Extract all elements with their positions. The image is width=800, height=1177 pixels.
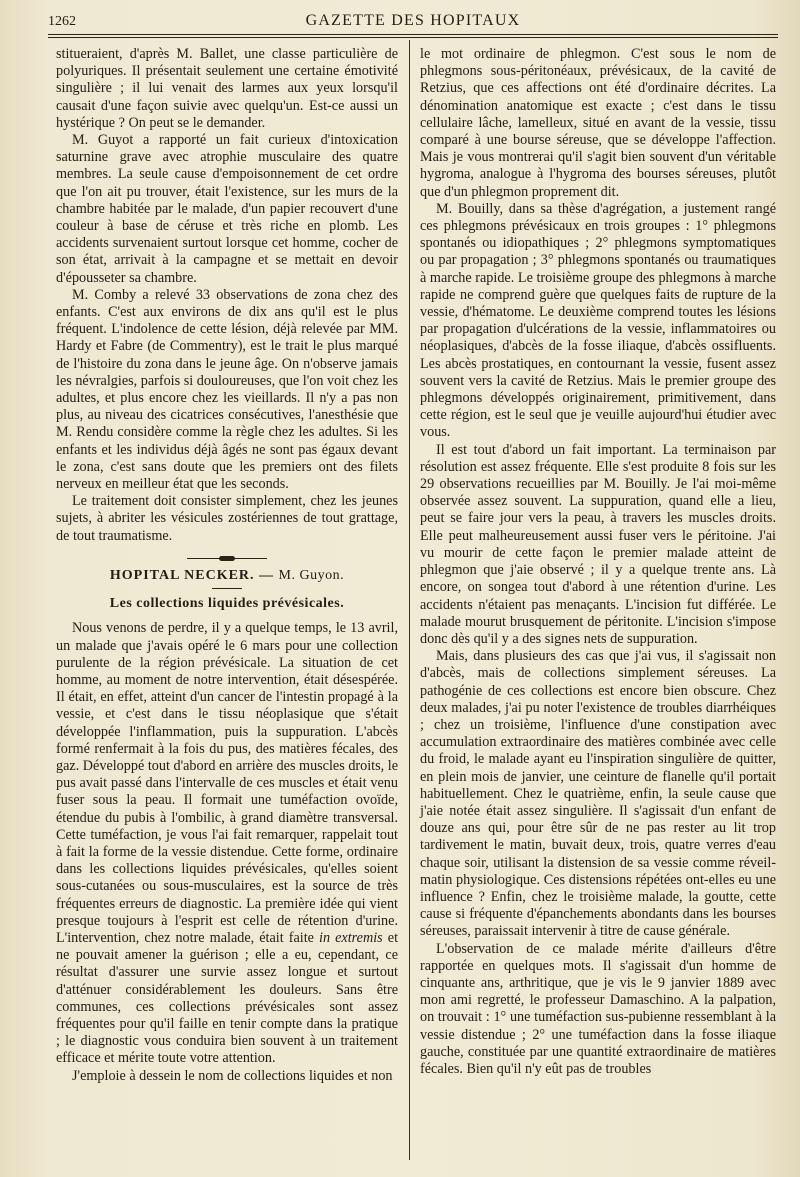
- running-title: GAZETTE DES HOPITAUX: [305, 12, 521, 29]
- paragraph: M. Bouilly, dans sa thèse d'agrégation, a justement rangé ces phlegmons prévésicaux en trois groupes : 1° phlegmons spontanés ou idiopathiques ; 2° phlegmons symptomatiques ou par propagation ; 3° phlegmons spontanés ou traumatiques à marche rapide. Le troisième groupe des phlegmons à marche rapide ne comprend guère que quelques faits de rupture de la vessie, d'hématome. Le deuxième comprend toutes les lésions par propagation d'ulcérations de la vessie, inflammatoires ou néoplasiques, d'abcès de la fosse iliaque, d'abcès ossifluents. Les abcès prostatiques, en contournant la vessie, fusent assez souvent vers la cavité de Retzius. Mais le premier groupe des phlegmons développés originairement, primitivement, dans cette région, est le seul que je veuille aujourd'hui étudier avec vous.: [420, 200, 776, 441]
- hospital-name: HOPITAL NECKER. —: [109, 567, 275, 583]
- author-name: M. Guyon.: [278, 567, 345, 583]
- left-column: [56, 46, 398, 1085]
- paragraph: [56, 620, 398, 1067]
- page-header: [48, 8, 778, 34]
- paragraph: L'observation de ce malade mérite d'ailleurs d'être rapportée en quelques mots. Il s'agissait d'un homme de cinquante ans, arthritique, que je vis le 9 janvier 1889 avec mon ami regretté, le professeur Damaschino. A la palpation, on trouvait : 1° une tuméfaction sus-pubienne ressemblant à la vessie distendue ; 2° une tuméfaction dans la fosse iliaque gauche, constituée par une quantité extraordinaire de matières fécales. Bien qu'il n'y eût pas de troubles: [420, 940, 776, 1077]
- header-rule: [48, 34, 778, 38]
- paragraph: le mot ordinaire de phlegmon. C'est sous le nom de phlegmons sous-péritonéaux, prévésicaux, de la cavité de Retzius, que ces affections ont été d'ordinaire décrites. La dénomination anatomique est exacte ; c'est dans le tissu cellulaire lâche, lamelleux, situé en avant de la vessie, tissu comparé à une bourse séreuse, que se développe l'affection. Mais je vous montrerai qu'il s'agit bien souvent d'un véritable hygroma, analogue à l'hygroma des bourses séreuses, plutôt que d'un phlegmon proprement dit.: [420, 46, 776, 200]
- column-divider: [409, 40, 410, 1160]
- text-run: et ne pouvait amener la guérison ; elle a eu, cependant, ce résultat d'assurer une survie assez longue et surtout d'atténuer considérablement les douleurs. Sans être communes, ces collections prévésicales sont assez fréquentes pour qu'il faille en tenir compte dans la pratique ; le diagnostic vous conduira bien souvent à un traitement efficace et mérite toute votre attention.: [56, 929, 399, 1067]
- article-subheading: Les collections liquides prévésicales.: [109, 596, 345, 612]
- section-heading: [56, 567, 398, 584]
- section-separator: [187, 557, 267, 561]
- paragraph: M. Comby a relevé 33 observations de zona chez des enfants. C'est aux environs de dix ans qu'il est le plus fréquent. L'indolence de cette lésion, déjà relevée par MM. Hardy et Fabre (de Commentry), est le trait le plus marqué de l'histoire du zona dans le jeune âge. On n'observe jamais les névralgies, parfois si douloureuses, que l'on voit chez les adultes, et plus encore chez les vieillards. Il n'y a pas non plus, au niveau des cicatrices consécutives, l'anesthésie que M. Rendu considère comme la règle chez les adultes. Si les enfants et les individus déjà âgés ne sont pas égaux devant le zona, c'est sans doute que les premiers ont des filets nerveux en meilleur état que les seconds.: [56, 286, 398, 493]
- paragraph: M. Guyot a rapporté un fait curieux d'intoxication saturnine grave avec atrophie musculaire des quatre membres. La seule cause d'empoisonnement de cet ordre que l'on ait pu trouver, était l'existence, sur les murs de la chambre habitée par le malade, d'un papier recouvert d'une couleur à base de céruse et très riche en plomb. Les accidents survenaient surtout lorsque cet homme, cocher de son état, arrivait à la campagne et se mettait en devoir d'épousseter sa chambre.: [56, 132, 398, 286]
- heading-rule: [212, 588, 242, 589]
- italic-phrase: in extremis: [319, 929, 383, 946]
- paragraph: Mais, dans plusieurs des cas que j'ai vus, il s'agissait non d'abcès, mais de collections simplement séreuses. La pathogénie de ces collections est encore bien obscure. Chez deux malades, j'ai pu noter l'existence de troubles diarrhéiques ; chez un troisième, l'influence d'une constipation avec accumulation extraordinaire des matières combinée avec celle du froid, le malade ayant eu l'inspiration singulière de quitter, en plein mois de janvier, une ceinture de flanelle qu'il portait habituellement. Chez le quatrième, enfin, la seule cause que j'aie notée était assez singulière. Il s'agissait d'un enfant de douze ans qui, pour être sûr de ne pas rester au lit trop tardivement le matin, buvait deux, trois, quatre verres d'eau chaque soir, utilisant la distension de sa vessie comme réveil-matin physiologique. Ces distensions répétées ont-elles eu une influence ? Enfin, chez le troisième malade, la goutte, cette cause si fréquente d'épanchements abondants dans les bourses séreuses, paraissait intervenir à titre de cause générale.: [420, 648, 776, 940]
- right-column: [420, 46, 776, 1078]
- text-run: Nous venons de perdre, il y a quelque temps, le 13 avril, un malade que j'avais opéré le 6 mars pour une collection purulente de la région prévésicale. La situation de cet homme, au moment de notre intervention, était désespérée. Il était, en effet, atteint d'un cancer de l'intestin propagé à la vessie, et c'est dans le tissu néoplasique que s'était développée l'inflammation, puis la suppuration. L'abcès formé renfermait à la fois du pus, des matières fécales, des gaz. Développé tout d'abord en arrière des muscles droits, le pus avait passé dans l'intervalle de ces muscles et était venu fuser sous la peau. Il formait une tuméfaction ovoïde, étendue du pubis à l'ombilic, à grand diamètre transversal. Cette tuméfaction, je vous l'ai fait remarquer, rappelait tout à fait la forme de la vessie distendue. Cette forme, ordinaire dans les collections liquides prévésicales, qu'elles soient sous-cutanées ou sous-musculaires, est la source de très fréquentes erreurs de diagnostic. La première idée qui vient presque toujours à l'esprit est celle de rétention d'urine. L'intervention, chez notre malade, était faite: [56, 620, 398, 946]
- paragraph: Le traitement doit consister simplement, chez les jeunes sujets, à abriter les vésicules zostériennes de tout grattage, de tout traumatisme.: [56, 493, 398, 544]
- paragraph: stitueraient, d'après M. Ballet, une classe particulière de polyuriques. Il présentait seulement une certaine émotivité singulière ; il lui venait des larmes aux yeux lorsqu'il causait d'une façon suivie avec quelqu'un. Est-ce aussi un hystérique ? On peut se le demander.: [56, 46, 398, 131]
- paragraph: Il est tout d'abord un fait important. La terminaison par résolution est assez fréquente. Elle s'est produite 8 fois sur les 29 observations recueillies par M. Bouilly. Je l'ai moi-même observée assez souvent. La suppuration, quand elle a lieu, peut se faire jour vers la peau, à travers les muscles droits. Elle peut malheureusement aussi fuser vers le péritoine. J'ai vu mourir de cette façon le premier malade atteint de phlegmon que j'aie observé ; il y a quelque trente ans. Là encore, on songea tout d'abord à une rétention d'urine. Les accidents n'étaient pas menaçants. L'incision fut différée. Le malade mourut brusquement de péritonite. L'incision s'impose donc dès qu'il y a des signes nets de suppuration.: [420, 441, 776, 647]
- page-number: 1262: [48, 14, 76, 29]
- paragraph: J'emploie à dessein le nom de collections liquides et non: [72, 1067, 393, 1084]
